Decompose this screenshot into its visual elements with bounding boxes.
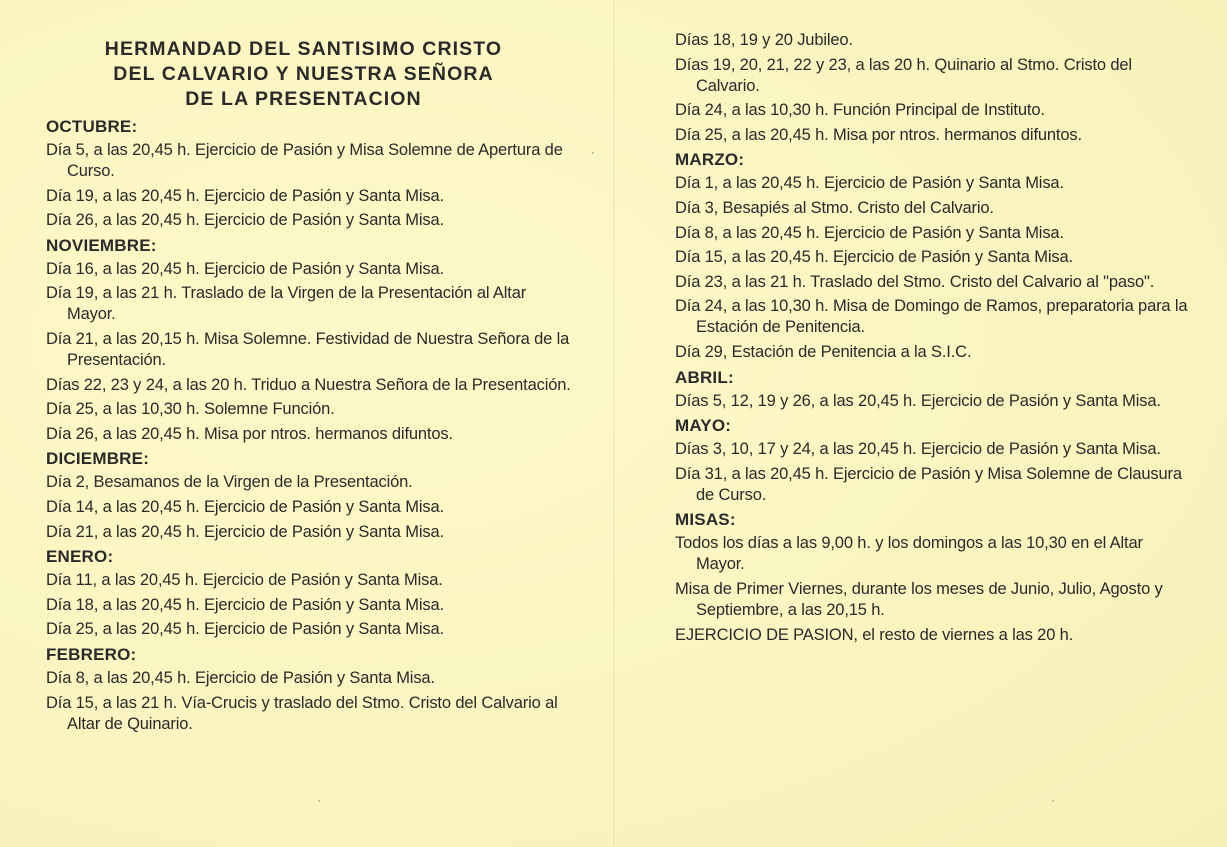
schedule-entry: Día 25, a las 10,30 h. Solemne Función.: [46, 400, 335, 419]
schedule-entry: Días 5, 12, 19 y 26, a las 20,45 h. Ejercicio de Pasión y Santa Misa.: [675, 391, 1161, 410]
paper-speck: [592, 152, 594, 154]
schedule-entry: EJERCICIO DE PASION, el resto de viernes a las 20 h.: [675, 625, 1074, 644]
paper-speck: [318, 800, 320, 802]
month-heading: MAYO:: [675, 416, 732, 436]
schedule-entry: Día 1, a las 20,45 h. Ejercicio de Pasión y Santa Misa.: [675, 174, 1064, 193]
month-heading: NOVIEMBRE:: [46, 235, 157, 255]
schedule-entry: Día 19, a las 20,45 h. Ejercicio de Pasión y Santa Misa.: [46, 186, 444, 205]
schedule-entry: Día 15, a las 21 h. Vía-Crucis y traslado del Stmo. Cristo del Calvario al Altar de Quinario.: [46, 693, 558, 733]
title-line: HERMANDAD DEL SANTISIMO CRISTO: [104, 38, 503, 60]
schedule-entry: Día 24, a las 10,30 h. Función Principal de Instituto.: [675, 101, 1045, 120]
schedule-entry: Días 22, 23 y 24, a las 20 h. Triduo a Nuestra Señora de la Presentación.: [46, 375, 571, 394]
schedule-entry: Día 2, Besamanos de la Virgen de la Presentación.: [46, 473, 413, 492]
document-title: [46, 37, 561, 112]
month-heading: ENERO:: [46, 547, 114, 567]
schedule-entry: Día 21, a las 20,45 h. Ejercicio de Pasión y Santa Misa.: [46, 522, 444, 541]
schedule-entry: Día 19, a las 21 h. Traslado de la Virgen de la Presentación al Altar Mayor.: [46, 284, 527, 324]
month-heading: DICIEMBRE:: [46, 449, 150, 469]
paper-speck: [1052, 800, 1054, 802]
schedule-entry: Día 21, a las 20,15 h. Misa Solemne. Festividad de Nuestra Señora de la Presentación.: [46, 329, 570, 369]
schedule-entry: Día 31, a las 20,45 h. Ejercicio de Pasión y Misa Solemne de Clausura de Curso.: [675, 464, 1182, 504]
month-heading: OCTUBRE:: [46, 117, 138, 136]
center-fold: [613, 0, 615, 847]
schedule-entry: Día 16, a las 20,45 h. Ejercicio de Pasión y Santa Misa.: [46, 259, 444, 278]
schedule-entry: Día 29, Estación de Penitencia a la S.I.C.: [675, 342, 972, 361]
schedule-entry: Días 3, 10, 17 y 24, a las 20,45 h. Ejercicio de Pasión y Santa Misa.: [675, 440, 1161, 459]
title-line: DEL CALVARIO Y NUESTRA SEÑORA: [113, 63, 494, 85]
schedule-entry: Día 18, a las 20,45 h. Ejercicio de Pasión y Santa Misa.: [46, 595, 444, 614]
right-panel: [675, 0, 1195, 649]
schedule-entry: Día 15, a las 20,45 h. Ejercicio de Pasión y Santa Misa.: [675, 248, 1073, 267]
schedule-entry: Día 14, a las 20,45 h. Ejercicio de Pasión y Santa Misa.: [46, 497, 444, 516]
month-heading: FEBRERO:: [46, 644, 137, 664]
month-heading: MARZO:: [675, 150, 745, 170]
month-heading: MISAS:: [675, 510, 736, 530]
schedule-entry: Día 3, Besapiés al Stmo. Cristo del Calvario.: [675, 198, 994, 217]
schedule-entry: Día 23, a las 21 h. Traslado del Stmo. Cristo del Calvario al "paso".: [675, 272, 1155, 291]
schedule-entry: Día 25, a las 20,45 h. Ejercicio de Pasión y Santa Misa.: [46, 620, 444, 639]
title-line: DE LA PRESENTACION: [185, 88, 422, 110]
schedule-entry: Día 8, a las 20,45 h. Ejercicio de Pasión y Santa Misa.: [675, 223, 1064, 242]
schedule-entry: Días 18, 19 y 20 Jubileo.: [675, 31, 853, 49]
schedule-entry: Día 26, a las 20,45 h. Ejercicio de Pasión y Santa Misa.: [46, 211, 444, 230]
schedule-entry: Día 26, a las 20,45 h. Misa por ntros. hermanos difuntos.: [46, 424, 453, 443]
schedule-entry: Día 5, a las 20,45 h. Ejercicio de Pasión y Misa Solemne de Apertura de Curso.: [46, 141, 563, 180]
schedule-entry: Día 25, a las 20,45 h. Misa por ntros. hermanos difuntos.: [675, 125, 1082, 144]
left-panel: [46, 0, 576, 738]
schedule-entry: Día 24, a las 10,30 h. Misa de Domingo de Ramos, preparatoria para la Estación de Penitencia.: [675, 297, 1188, 337]
schedule-entry: Todos los días a las 9,00 h. y los domingos a las 10,30 en el Altar Mayor.: [675, 534, 1143, 574]
schedule-entry: Día 8, a las 20,45 h. Ejercicio de Pasión y Santa Misa.: [46, 668, 435, 687]
schedule-entry: Día 11, a las 20,45 h. Ejercicio de Pasión y Santa Misa.: [46, 571, 443, 590]
schedule-entry: Días 19, 20, 21, 22 y 23, a las 20 h. Quinario al Stmo. Cristo del Calvario.: [675, 55, 1132, 95]
month-heading: ABRIL:: [675, 367, 734, 387]
schedule-entry: Misa de Primer Viernes, durante los meses de Junio, Julio, Agosto y Septiembre, a las 20,15 h.: [675, 579, 1163, 619]
